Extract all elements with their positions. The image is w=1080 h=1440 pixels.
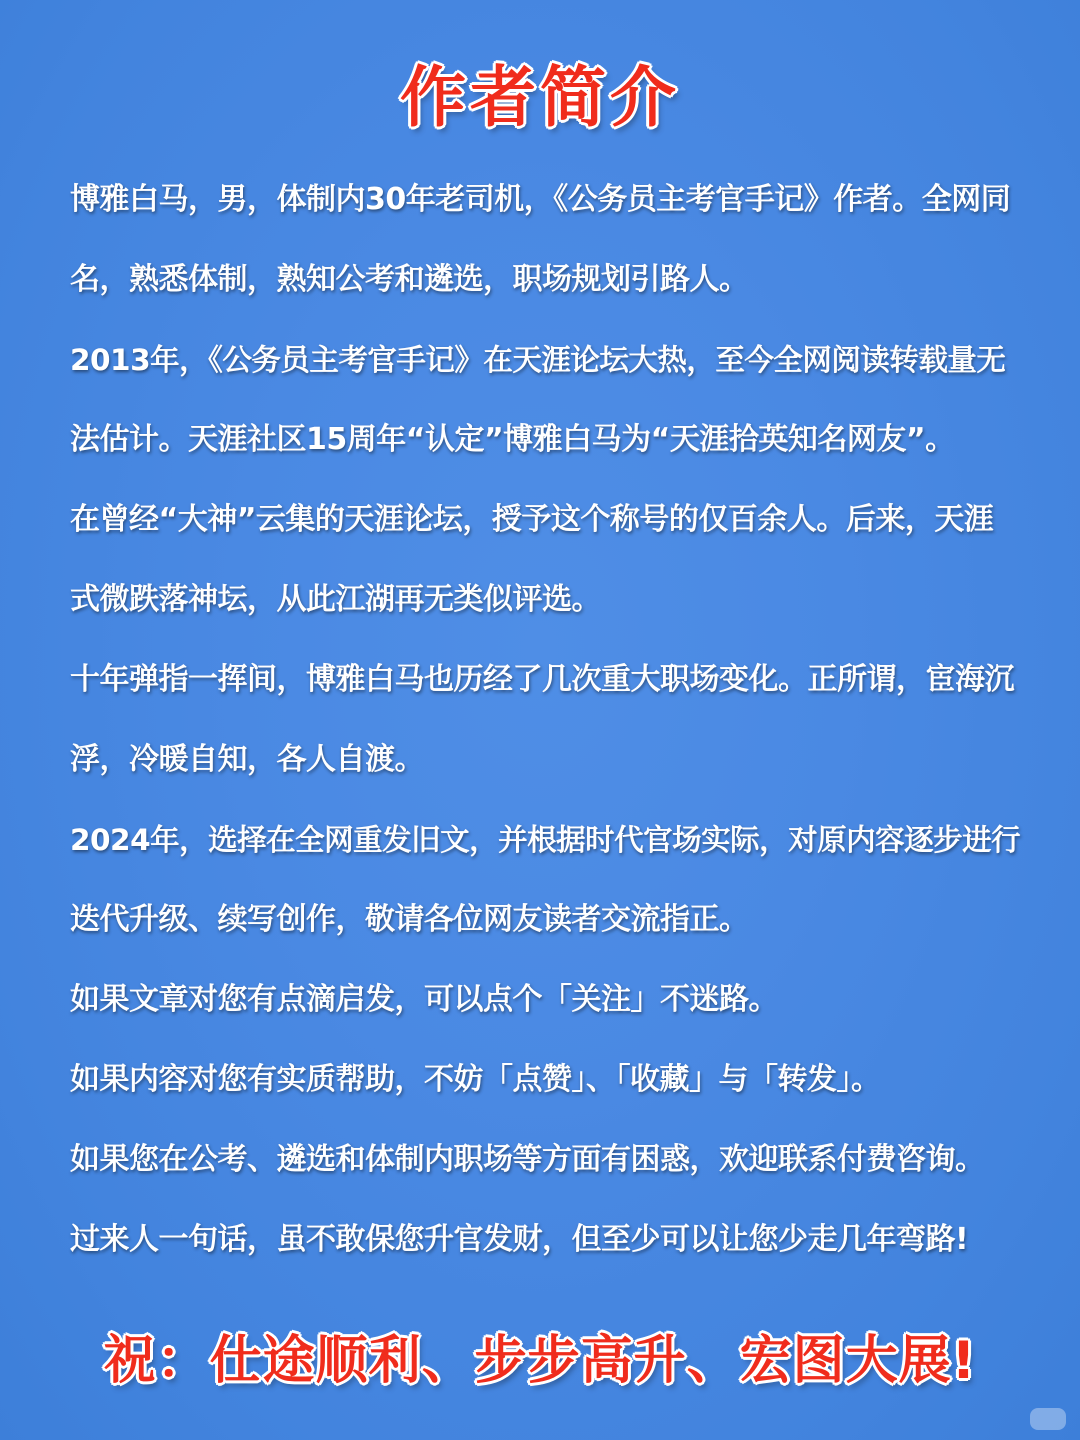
bio-line: 式微跌落神坛，从此江湖再无类似评选。 xyxy=(70,582,601,617)
bio-line: 名，熟悉体制，熟知公考和遴选，职场规划引路人。 xyxy=(70,262,749,297)
bio-line: 法估计。天涯社区15周年“认定”博雅白马为“天涯拾英知名网友”。 xyxy=(70,422,955,457)
bio-line: 过来人一句话，虽不敢保您升官发财，但至少可以让您少走几年弯路! xyxy=(70,1222,969,1257)
bio-line: 如果您在公考、遴选和体制内职场等方面有困惑，欢迎联系付费咨询。 xyxy=(70,1142,985,1177)
bio-line: 浮，冷暖自知，各人自渡。 xyxy=(70,742,424,777)
bio-line: 博雅白马，男，体制内30年老司机，《公务员主考官手记》作者。全网同 xyxy=(70,182,1011,217)
bio-line: 如果内容对您有实质帮助，不妨「点赞」、「收藏」与「转发」。 xyxy=(70,1062,881,1097)
blessing-banner: 祝：仕途顺利、步步高升、宏图大展! xyxy=(103,1331,977,1391)
author-bio xyxy=(70,168,1020,1288)
bio-line: 如果文章对您有点滴启发，可以点个「关注」不迷路。 xyxy=(70,982,778,1017)
bio-line: 2013年，《公务员主考官手记》在天涯论坛大热，至今全网阅读转载量无 xyxy=(70,343,1006,377)
bio-line: 在曾经“大神”云集的天涯论坛，授予这个称号的仅百余人。后来，天涯 xyxy=(70,502,994,537)
bio-line: 迭代升级、续写创作，敬请各位网友读者交流指正。 xyxy=(70,902,749,937)
bio-line: 十年弹指一挥间，博雅白马也历经了几次重大职场变化。正所谓，宦海沉 xyxy=(70,662,1014,697)
page-title: 作者简介 xyxy=(400,59,680,136)
watermark-badge xyxy=(1030,1408,1066,1430)
bio-line: 2024年，选择在全网重发旧文，并根据时代官场实际，对原内容逐步进行 xyxy=(70,823,1021,857)
